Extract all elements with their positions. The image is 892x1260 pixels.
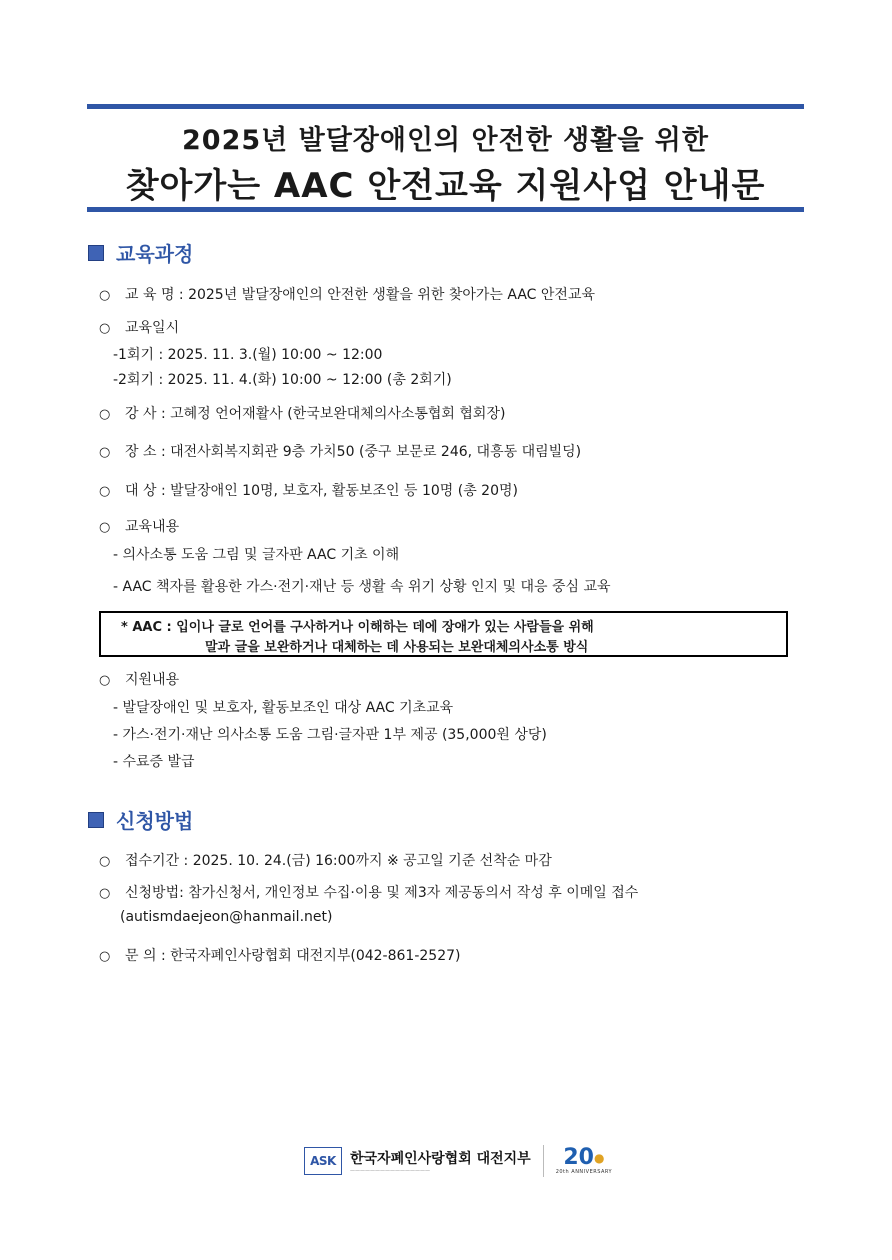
circle-bullet-icon: ○ <box>99 407 111 422</box>
schedule-label-line: ○ 교육일시 <box>99 320 180 336</box>
circle-bullet-icon: ○ <box>99 321 111 336</box>
note-line-1: * AAC : 입이나 글로 언어를 구사하거나 이해하는 데에 장애가 있는 사람들을 위해 <box>121 620 594 635</box>
org-name: 한국자폐인사랑협회 대전지부 <box>350 1151 531 1167</box>
title-line-1: 2025년 발달장애인의 안전한 생활을 위한 <box>182 125 709 156</box>
section-title: 신청방법 <box>116 809 194 833</box>
support-label-line: ○ 지원내용 <box>99 672 180 688</box>
apply-method-line: ○ 신청방법: 참가신청서, 개인정보 수집·이용 및 제3자 제공동의서 작성 후 이메일 접수 <box>99 885 639 901</box>
anniversary-number: 20● <box>563 1145 605 1170</box>
circle-bullet-icon: ○ <box>99 445 111 460</box>
anniversary-logo <box>556 1147 612 1175</box>
org-en-decoration: ———————————————— <box>350 1168 430 1174</box>
circle-bullet-icon: ○ <box>99 949 111 964</box>
circle-bullet-icon: ○ <box>99 484 111 499</box>
footer-divider <box>543 1145 544 1177</box>
section-heading-apply <box>88 805 193 834</box>
instructor-line: ○ 강 사 : 고혜정 언어재활사 (한국보완대체의사소통협회 협회장) <box>99 406 506 422</box>
apply-period-line: ○ 접수기간 : 2025. 10. 24.(금) 16:00까지 ※ 공고일 기준 선착순 마감 <box>99 853 552 869</box>
title-block <box>87 104 804 214</box>
circle-bullet-icon: ○ <box>99 288 111 303</box>
support-item-1: - 발달장애인 및 보호자, 활동보조인 대상 AAC 기초교육 <box>113 700 454 716</box>
section-heading-course <box>88 238 193 267</box>
session-2: -2회기 : 2025. 11. 4.(화) 10:00 ~ 12:00 (총 2회기) <box>113 372 452 388</box>
circle-bullet-icon: ○ <box>99 886 111 901</box>
target-line: ○ 대 상 : 발달장애인 10명, 보호자, 활동보조인 등 10명 (총 20명) <box>99 483 518 499</box>
title-top-rule <box>87 104 804 109</box>
anniversary-text: 20th ANNIVERSARY <box>555 1169 613 1175</box>
aac-definition-box <box>99 611 788 657</box>
content-label-line: ○ 교육내용 <box>99 519 180 535</box>
content-item-2: - AAC 책자를 활용한 가스·전기·재난 등 생활 속 위기 상황 인지 및 대응 중심 교육 <box>113 579 611 595</box>
support-item-3: - 수료증 발급 <box>113 754 195 770</box>
ask-logo: ASK <box>304 1147 342 1175</box>
footer-logos <box>304 1143 612 1179</box>
circle-bullet-icon: ○ <box>99 673 111 688</box>
square-bullet-icon <box>88 812 104 828</box>
circle-bullet-icon: ○ <box>99 520 111 535</box>
circle-bullet-icon: ○ <box>99 854 111 869</box>
org-block <box>350 1148 531 1174</box>
support-item-2: - 가스·전기·재난 의사소통 도움 그림·글자판 1부 제공 (35,000원 상당) <box>113 727 547 743</box>
note-line-2: 말과 글을 보완하거나 대체하는 데 사용되는 보완대체의사소통 방식 <box>205 640 589 655</box>
apply-email[interactable]: (autismdaejeon@hanmail.net) <box>120 909 333 925</box>
section-title: 교육과정 <box>116 242 194 266</box>
title-line-2: 찾아가는 AAC 안전교육 지원사업 안내문 <box>125 166 766 206</box>
venue-line: ○ 장 소 : 대전사회복지회관 9층 가치50 (중구 보문로 246, 대흥동 대림빌딩) <box>99 444 582 460</box>
content-item-1: - 의사소통 도움 그림 및 글자판 AAC 기초 이해 <box>113 547 400 563</box>
square-bullet-icon <box>88 245 104 261</box>
session-1: -1회기 : 2025. 11. 3.(월) 10:00 ~ 12:00 <box>113 347 383 363</box>
contact-line: ○ 문 의 : 한국자폐인사랑협회 대전지부(042-861-2527) <box>99 948 461 964</box>
course-name-line: ○ 교 육 명 : 2025년 발달장애인의 안전한 생활을 위한 찾아가는 AAC 안전교육 <box>99 287 595 303</box>
title-bottom-rule <box>87 207 804 212</box>
